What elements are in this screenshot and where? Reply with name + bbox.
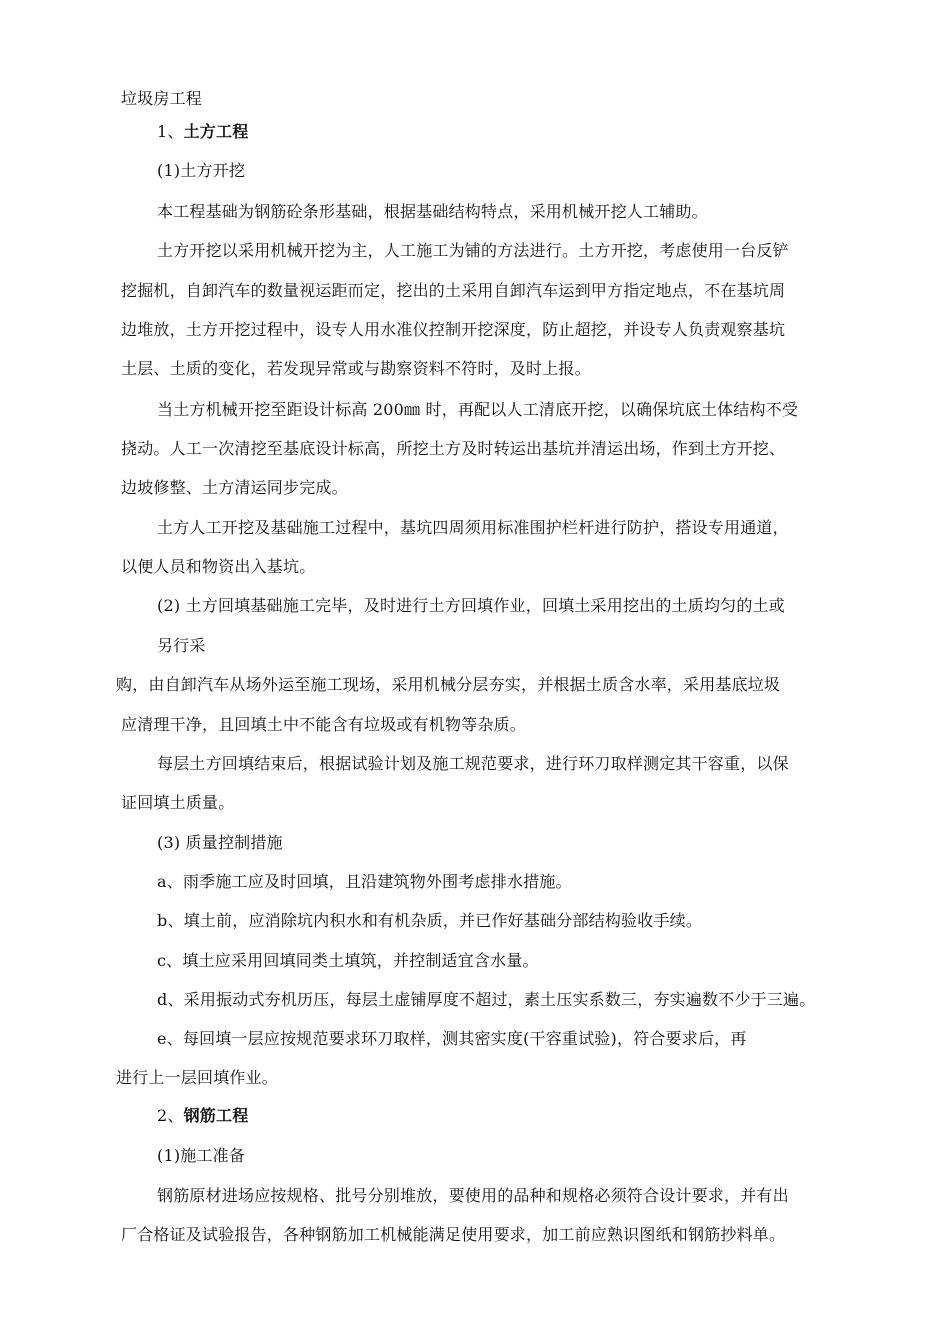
paragraph-line: 厂合格证及试验报告，各种钢筋加工机械能满足使用要求，加工前应熟识图纸和钢筋抄料单。 bbox=[121, 1225, 786, 1244]
subsection-heading-excavation: (1)土方开挖 bbox=[157, 161, 246, 180]
list-item: d、采用振动式夯机历压，每层土虚铺厚度不超过，素土压实系数三，夯实遍数不少于三遍。 bbox=[157, 990, 816, 1009]
document-title: 垃圾房工程 bbox=[121, 89, 203, 108]
paragraph-line: 土层、土质的变化，若发现异常或与勘察资料不符时，及时上报。 bbox=[121, 359, 591, 378]
paragraph-line: 另行采 bbox=[157, 636, 206, 655]
list-item-continuation: 进行上一层回填作业。 bbox=[116, 1068, 279, 1087]
paragraph-line: 本工程基础为钢筋砼条形基础，根据基础结构特点，采用机械开挖人工辅助。 bbox=[157, 202, 708, 221]
section-title: 钢筋工程 bbox=[183, 1106, 249, 1125]
list-item: e、每回填一层应按规范要求环刀取样，测其密实度(干容重试验)，符合要求后，再 bbox=[157, 1029, 747, 1048]
paragraph-line: 土方开挖以采用机械开挖为主，人工施工为铺的方法进行。土方开挖，考虑使用一台反铲 bbox=[157, 241, 789, 260]
paragraph-line: 挖掘机，自卸汽车的数量视运距而定，挖出的土采用自卸汽车运到甲方指定地点，不在基坑周 bbox=[121, 281, 786, 300]
paragraph-line: 证回填土质量。 bbox=[121, 793, 235, 812]
paragraph-line: 挠动。人工一次清挖至基底设计标高，所挖土方及时转运出基坑并清运出场，作到土方开挖、 bbox=[121, 439, 786, 458]
list-item: c、填土应采用回填同类土填筑，并控制适宜含水量。 bbox=[157, 951, 539, 970]
list-item: b、填土前，应消除坑内积水和有机杂质，并已作好基础分部结构验收手续。 bbox=[157, 911, 703, 930]
paragraph-line: 应清理干净，且回填土中不能含有垃圾或有机物等杂质。 bbox=[121, 715, 527, 734]
paragraph-line: 每层土方回填结束后，根据试验计划及施工规范要求，进行环刀取样测定其干容重，以保 bbox=[157, 754, 789, 773]
section-heading-earthwork bbox=[157, 121, 248, 143]
section-number: 1、 bbox=[157, 122, 184, 141]
paragraph-line: 以便人员和物资出入基坑。 bbox=[121, 557, 316, 576]
paragraph-line: (2) 土方回填基础施工完毕，及时进行土方回填作业，回填土采用挖出的土质均匀的土或 bbox=[157, 596, 785, 615]
paragraph-line: 边堆放，土方开挖过程中，设专人用水准仪控制开挖深度，防止超挖，并设专人负责观察基坑 bbox=[121, 320, 786, 339]
subsection-heading-quality-control: (3) 质量控制措施 bbox=[157, 833, 283, 852]
list-item: a、雨季施工应及时回填，且沿建筑物外围考虑排水措施。 bbox=[157, 872, 572, 891]
section-number: 2、 bbox=[157, 1106, 184, 1125]
paragraph-line: 土方人工开挖及基础施工过程中，基坑四周须用标准围护栏杆进行防护，搭设专用通道， bbox=[157, 518, 789, 537]
paragraph-line: 边坡修整、土方清运同步完成。 bbox=[121, 478, 348, 497]
paragraph-line: 购，由自卸汽车从场外运至施工现场，采用机械分层夯实，并根据土质含水率，采用基底垃圾 bbox=[116, 675, 781, 694]
section-title: 土方工程 bbox=[183, 122, 249, 141]
paragraph-line: 当土方机械开挖至距设计标高 200㎜ 时，再配以人工清底开挖，以确保坑底土体结构不受 bbox=[157, 400, 799, 419]
subsection-heading-preparation: (1)施工准备 bbox=[157, 1146, 246, 1165]
paragraph-line: 钢筋原材进场应按规格、批号分别堆放，要使用的品种和规格必须符合设计要求，并有出 bbox=[157, 1186, 789, 1205]
section-heading-rebar bbox=[157, 1105, 248, 1127]
